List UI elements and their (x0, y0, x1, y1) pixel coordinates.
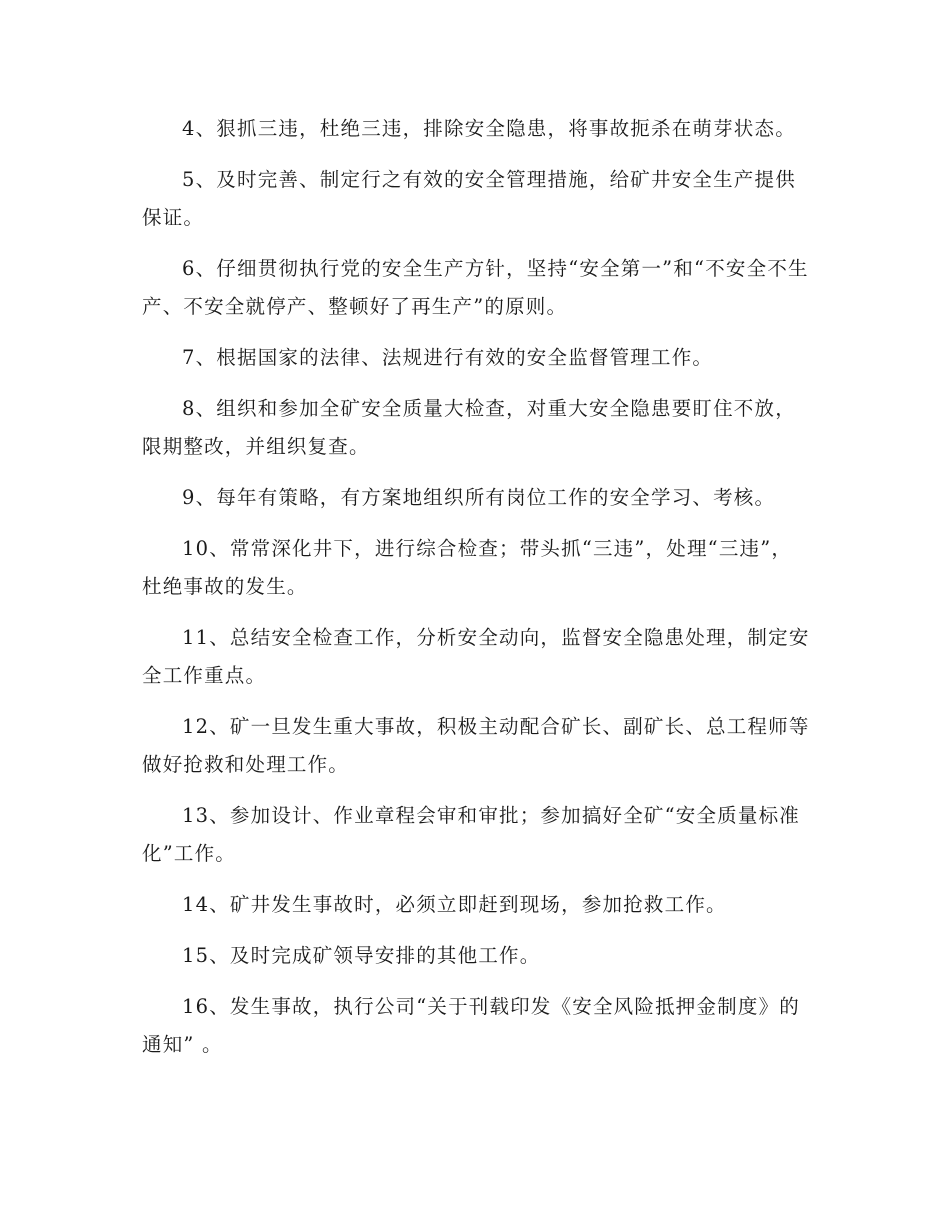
document-body (142, 110, 812, 1077)
paragraph-item-10: 10、常常深化井下，进行综合检查；带头抓“三违”，处理“三违”，杜绝事故的发生。 (142, 537, 793, 598)
paragraph-item-4: 4、狠抓三违，杜绝三违，排除安全隐患，将事故扼杀在萌芽状态。 (182, 117, 796, 140)
paragraph-item-9: 9、每年有策略，有方案地组织所有岗位工作的安全学习、考核。 (182, 486, 776, 509)
paragraph-item-16: 16、发生事故，执行公司“关于刊载印发《安全风险抵押金制度》的通知” 。 (142, 995, 800, 1056)
paragraph-item-5: 5、及时完善、制定行之有效的安全管理措施，给矿井安全生产提供保证。 (142, 168, 796, 229)
paragraph-item-8: 8、组织和参加全矿安全质量大检查，对重大安全隐患要盯住不放，限期整改，并组织复查。 (142, 397, 796, 458)
paragraph-item-7: 7、根据国家的法律、法规进行有效的安全监督管理工作。 (182, 346, 714, 369)
paragraph-item-13: 13、参加设计、作业章程会审和审批；参加搞好全矿“安全质量标准化”工作。 (142, 804, 800, 865)
paragraph-item-11: 11、总结安全检查工作，分析安全动向，监督安全隐患处理，制定安全工作重点。 (142, 626, 810, 687)
paragraph-item-6: 6、仔细贯彻执行党的安全生产方针，坚持“安全第一”和“不安全不生产、不安全就停产、整顿好了再生产”的原则。 (142, 257, 809, 318)
paragraph-item-15: 15、及时完成矿领导安排的其他工作。 (182, 944, 541, 967)
paragraph-item-14: 14、矿井发生事故时，必须立即赶到现场，参加抢救工作。 (182, 893, 727, 916)
paragraph-item-12: 12、矿一旦发生重大事故，积极主动配合矿长、副矿长、总工程师等做好抢救和处理工作。 (142, 715, 810, 776)
